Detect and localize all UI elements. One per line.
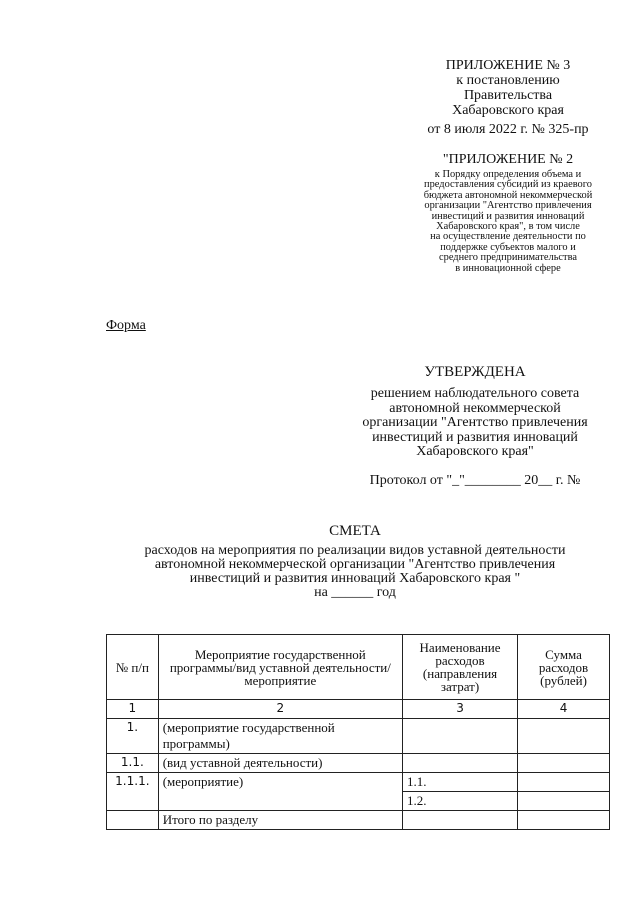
row-expense bbox=[402, 811, 517, 830]
estimate-table bbox=[106, 634, 610, 830]
appendix-2-line: Хабаровского края", в том числе bbox=[436, 221, 580, 233]
row-sum bbox=[518, 773, 610, 792]
appendix-3-date: от 8 июля 2022 г. № 325-пр bbox=[427, 122, 589, 137]
appendix-2-line: к Порядку определения объема и bbox=[434, 169, 582, 180]
appendix-2-line: на осуществление деятельности по bbox=[430, 231, 586, 243]
appendix-3-header bbox=[380, 58, 636, 137]
column-number: 2 bbox=[158, 700, 402, 719]
approval-line: Хабаровского края" bbox=[416, 444, 534, 459]
row-name: (вид уставной деятельности) bbox=[158, 754, 402, 773]
row-number: 1.1.1. bbox=[107, 773, 159, 811]
appendix-2-line: инвестиций и развития инноваций bbox=[431, 210, 585, 222]
table-row bbox=[107, 754, 610, 773]
appendix-2-line: поддержке субъектов малого и bbox=[440, 241, 576, 253]
approval-block bbox=[340, 363, 610, 488]
row-sum bbox=[518, 719, 610, 754]
approval-title: УТВЕРЖДЕНА bbox=[424, 364, 526, 380]
appendix-2-line: бюджета автономной некоммерческой bbox=[423, 189, 593, 201]
column-number: 1 bbox=[107, 700, 159, 719]
table-row-total bbox=[107, 811, 610, 830]
row-name: Итого по разделу bbox=[158, 811, 402, 830]
appendix-3-line: к постановлению bbox=[456, 73, 560, 88]
table-header-row bbox=[107, 635, 610, 700]
row-name: (мероприятие) bbox=[158, 773, 402, 811]
header-activity: Мероприятие государственной программы/вид уставной деятельности/мероприятие bbox=[158, 635, 402, 700]
row-expense bbox=[402, 719, 517, 754]
approval-line: автономной некоммерческой bbox=[389, 400, 561, 416]
appendix-3-line: Хабаровского края bbox=[452, 103, 564, 118]
appendix-2-line: среднего предпринимательства bbox=[439, 252, 577, 264]
estimate-title: СМЕТА bbox=[329, 523, 381, 539]
row-expense: 1.1. bbox=[402, 773, 517, 792]
row-expense bbox=[402, 754, 517, 773]
row-sum bbox=[518, 811, 610, 830]
table-row bbox=[107, 773, 610, 792]
header-amount: Сумма расходов (рублей) bbox=[518, 635, 610, 700]
table-row bbox=[107, 719, 610, 754]
estimate-year-line: на ______ год bbox=[314, 585, 396, 600]
row-expense: 1.2. bbox=[402, 792, 517, 811]
protocol-line: Протокол от "_"________ 20__ г. № bbox=[369, 472, 581, 488]
row-number: 1. bbox=[107, 719, 159, 754]
header-expense: Наименование расходов (направления затрат) bbox=[402, 635, 517, 700]
form-label: Форма bbox=[106, 318, 146, 333]
approval-line: организации "Агентство привлечения bbox=[362, 415, 588, 430]
row-number bbox=[107, 811, 159, 830]
column-number-row bbox=[107, 700, 610, 719]
estimate-subtitle-line: инвестиций и развития инноваций Хабаровского края " bbox=[189, 571, 521, 586]
appendix-2-line: в инновационной сфере bbox=[455, 262, 561, 274]
header-number: № п/п bbox=[107, 635, 159, 700]
row-sum bbox=[518, 754, 610, 773]
approval-line: инвестиций и развития инноваций bbox=[372, 429, 578, 445]
appendix-3-title: ПРИЛОЖЕНИЕ № 3 bbox=[445, 58, 571, 73]
column-number: 4 bbox=[518, 700, 610, 719]
row-sum bbox=[518, 792, 610, 811]
appendix-3-line: Правительства bbox=[463, 88, 553, 103]
estimate-subtitle-line: расходов на мероприятия по реализации видов уставной деятельности bbox=[144, 543, 566, 558]
approval-line: решением наблюдательного совета bbox=[370, 386, 580, 401]
column-number: 3 bbox=[402, 700, 517, 719]
estimate-heading bbox=[110, 522, 600, 600]
row-number: 1.1. bbox=[107, 754, 159, 773]
appendix-2-line: организации "Агентство привлечения bbox=[424, 200, 592, 212]
appendix-2-title: "ПРИЛОЖЕНИЕ № 2 bbox=[442, 152, 574, 167]
appendix-2-header bbox=[388, 152, 628, 274]
estimate-subtitle-line: автономной некоммерческой организации "Агентство привлечения bbox=[154, 557, 556, 572]
appendix-2-line: предоставления субсидий из краевого bbox=[424, 179, 592, 191]
row-name: (мероприятие государственной программы) bbox=[158, 719, 402, 754]
